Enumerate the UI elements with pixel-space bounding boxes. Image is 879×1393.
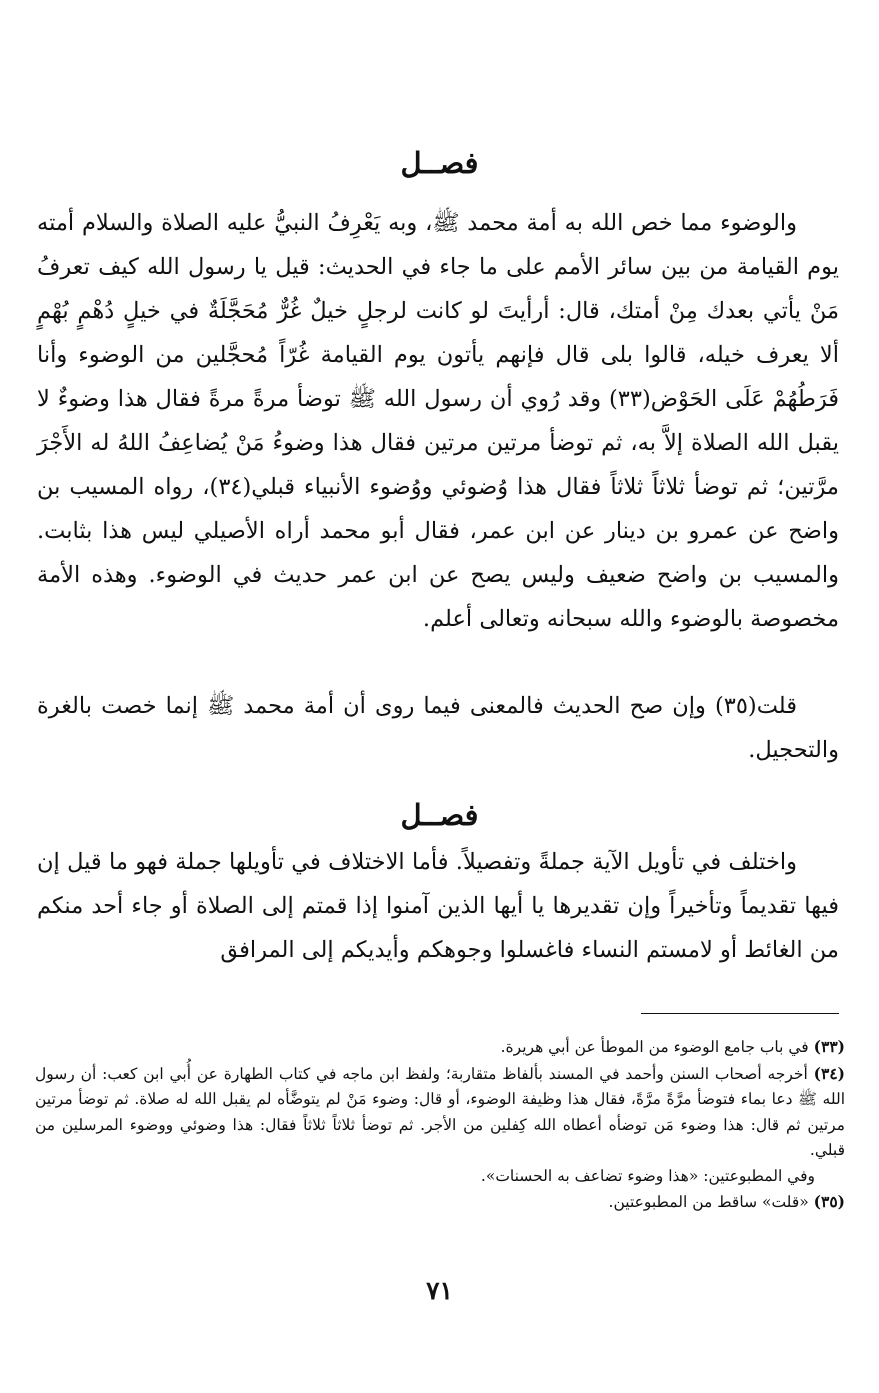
footnotes (35, 1034, 845, 1216)
paragraph (37, 201, 839, 641)
footnote-number: (٣٤) (813, 1063, 845, 1083)
footnote-text: وفي المطبوعتين: «هذا وضوء تضاعف به الحسنات». (480, 1166, 815, 1185)
footnote-text: «قلت» ساقط من المطبوعتين. (608, 1193, 809, 1211)
section-heading: فصــل (400, 146, 479, 180)
footnote-text: في باب جامع الوضوء من الموطأ عن أبي هريرة. (500, 1038, 809, 1056)
footnote (35, 1061, 845, 1164)
paragraph (37, 684, 839, 772)
footnote-continuation (35, 1164, 845, 1190)
footnote (35, 1034, 845, 1061)
page-number: ٧١ (426, 1276, 453, 1305)
paragraph-text: قلت(٣٥) وإن صح الحديث فالمعنى فيما روى أن أمة محمد ﷺ إنما خصت بالغرة والتحجيل. (37, 693, 839, 763)
paragraph-text: والوضوء مما خص الله به أمة محمد ﷺ، وبه يَعْرِفُ النبيُّ عليه الصلاة والسلام أمته يوم القيامة من بين سائر الأمم على ما جاء في الحديث: قيل يا رسول الله كيف تعرفُ مَنْ يأتي بعدك مِنْ أمتك، قال: أرأيتَ لو كانت لرجلٍ خيلٌ غُرٌّ مُحَجَّلَةٌ في خيلٍ دُهْمٍ بُهْمٍ ألا يعرف خيله، قالوا بلى قال فإنهم يأتون يوم القيامة غُرّاً مُحجَّلين من الوضوء وأنا فَرَطُهُمْ عَلَى الحَوْض(٣٣) وقد رُوي أن رسول الله ﷺ توضأ مرةً مرةً فقال هذا وضوءٌ لا يقبل الله الصلاة إلاَّ به، ثم توضأ مرتين مرتين فقال هذا وضوءُ مَنْ يُضاعِفُ اللهُ له الأَجْرَ مرَّتين؛ ثم توضأ ثلاثاً ثلاثاً فقال هذا وُضوئي ووُضوء الأنبياء قبلي(٣٤)، رواه المسيب بن واضح عن عمرو بن دينار عن ابن عمر، فقال أبو محمد أراه الأصيلي ليس هذا بثابت. والمسيب بن واضح ضعيف وليس يصح عن ابن عمر حديث في الوضوء. وهذه الأمة مخصوصة بالوضوء والله سبحانه وتعالى أعلم. (37, 210, 839, 632)
paragraph (37, 840, 839, 972)
footnote (35, 1189, 845, 1216)
footnote-text: أخرجه أصحاب السنن وأحمد في المسند بألفاظ متقاربة؛ ولفظ ابن ماجه في كتاب الطهارة عن أُبي ابن كعب: أن رسول الله ﷺ دعا بماء فتوضأ مرَّةً مرَّةً، فقال هذا وظيفة الوضوء، أو قال: وضوء مَنْ لم يتوضَّأه لم يقبل الله له صلاة. ثم توضأ مرتين مرتين ثم قال: هذا وضوء مَن توضأه أعطاه الله كِفلين من الأجر. ثم توضأ ثلاثاً ثلاثاً فقال: هذا وضوئي ووضوء المرسلين من قبلي. (35, 1064, 845, 1159)
footnote-number: (٣٣) (813, 1037, 845, 1056)
paragraph-text: واختلف في تأويل الآية جملةً وتفصيلاً. فأما الاختلاف في تأويلها جملة فهو ما قيل إن فيها تقديماً وتأخيراً وإن تقديرها يا أيها الذين آمنوا إذا قمتم إلى الصلاة أو جاء أحد منكم من الغائط أو لامستم النساء فاغسلوا وجوهكم وأيديكم إلى المرافق (37, 849, 839, 963)
footnote-separator (641, 1013, 839, 1014)
section-heading: فصــل (400, 798, 479, 832)
footnote-number: (٣٥) (813, 1192, 845, 1211)
